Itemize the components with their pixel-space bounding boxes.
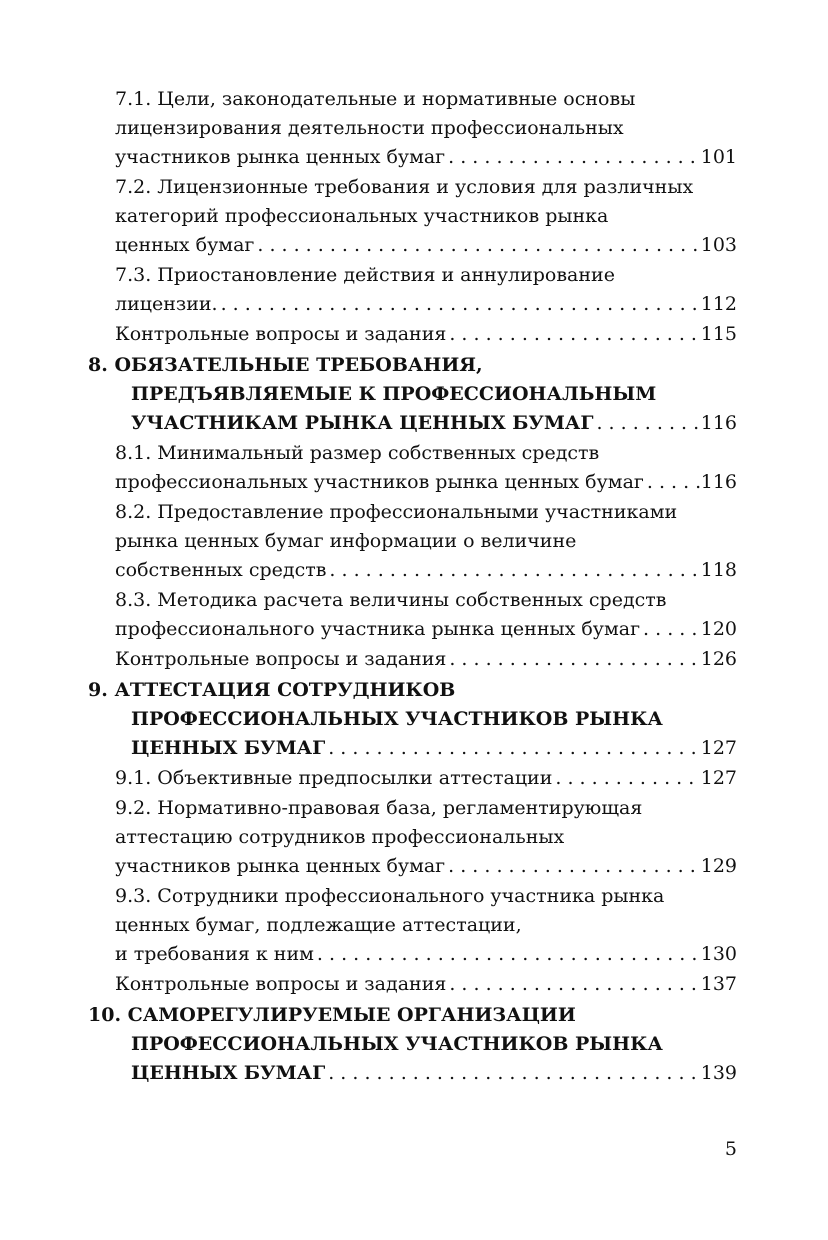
toc-entry-text: 7.2. Лицензионные требования и условия для различных [115,176,694,198]
toc-line [115,290,737,319]
toc-entry-text: Контрольные вопросы и задания [115,648,447,670]
dot-leader [325,734,701,763]
toc-line [131,705,737,734]
toc-entry-text: 8. ОБЯЗАТЕЛЬНЫЕ ТРЕБОВАНИЯ, [88,354,483,376]
toc-line [115,114,737,143]
toc-line [88,351,737,380]
toc-line [131,380,737,409]
toc-entry-text: УЧАСТНИКАМ РЫНКА ЦЕННЫХ БУМАГ [131,412,594,434]
toc-entry-text: профессионального участника рынка ценных бумаг [115,618,641,640]
table-of-contents [0,84,828,1088]
toc-line [115,764,737,793]
toc-entry-text: категорий профессиональных участников рынка [115,205,609,227]
dot-leader [445,852,701,881]
toc-entry-text: участников рынка ценных бумаг [115,146,446,168]
toc-section-entry[interactable] [0,586,828,644]
dot-leader [314,940,701,969]
toc-line [115,527,737,556]
toc-line [115,261,737,290]
toc-entry-text: 9. АТТЕСТАЦИЯ СОТРУДНИКОВ [88,679,456,701]
toc-line [115,231,737,260]
toc-section-entry[interactable] [0,882,828,969]
toc-entry-text: участников рынка ценных бумаг [115,855,446,877]
toc-line [88,676,737,705]
toc-page-number: 127 [700,737,737,759]
toc-section-entry[interactable] [0,173,828,260]
toc-entry-text: 8.2. Предоставление профессиональными участниками [115,501,678,523]
toc-page-number: 126 [700,648,737,670]
toc-entry-text: лицензии. [115,293,218,315]
dot-leader [552,764,700,793]
toc-line [115,173,737,202]
toc-line [115,85,737,114]
toc-page-number: 101 [700,146,737,168]
toc-entry-text: ПРЕДЪЯВЛЯЕМЫЕ К ПРОФЕССИОНАЛЬНЫМ [131,383,657,405]
dot-leader [445,143,701,172]
dot-leader [644,468,701,497]
toc-entry-text: ЦЕННЫХ БУМАГ [131,1062,326,1084]
toc-entry-text: 7.1. Цели, законодательные и нормативные основы [115,88,636,110]
toc-line [115,970,737,999]
dot-leader [640,615,701,644]
toc-line [131,734,737,763]
toc-entry-text: Контрольные вопросы и задания [115,323,447,345]
toc-line [115,823,737,852]
dot-leader [325,1059,701,1088]
dot-leader [593,409,700,438]
toc-page-number: 130 [700,943,737,965]
toc-entry-text: 9.2. Нормативно-правовая база, регламентирующая [115,797,643,819]
toc-entry-text: ЦЕННЫХ БУМАГ [131,737,326,759]
toc-chapter-entry[interactable] [0,676,828,763]
toc-section-entry[interactable] [0,439,828,497]
toc-entry-text: 9.3. Сотрудники профессионального участника рынка [115,885,665,907]
toc-line [115,202,737,231]
toc-page-number: 139 [700,1062,737,1084]
toc-line [88,1001,737,1030]
page-number: 5 [724,1138,737,1160]
dot-leader [218,290,701,319]
dot-leader [326,556,700,585]
toc-page-number: 112 [700,293,737,315]
toc-line [115,498,737,527]
toc-line [115,645,737,674]
toc-entry-text: собственных средств [115,559,327,581]
toc-page-number: 116 [700,471,737,493]
toc-chapter-entry[interactable] [0,351,828,438]
toc-line [115,940,737,969]
dot-leader [254,231,700,260]
toc-entry-text: профессиональных участников рынка ценных бумаг [115,471,644,493]
toc-entry-text: 8.3. Методика расчета величины собственных средств [115,589,667,611]
toc-section-entry[interactable] [0,764,828,793]
toc-line [115,882,737,911]
toc-section-entry[interactable] [0,645,828,674]
toc-page-number: 127 [700,767,737,789]
toc-line [115,320,737,349]
toc-line [131,1030,737,1059]
toc-entry-text: 7.3. Приостановление действия и аннулирование [115,264,615,286]
toc-entry-text: и требования к ним [115,943,314,965]
dot-leader [446,970,700,999]
toc-line [115,556,737,585]
toc-entry-text: 9.1. Объективные предпосылки аттестации [115,767,553,789]
toc-page-number: 137 [700,973,737,995]
toc-entry-text: рынка ценных бумаг информации о величине [115,530,577,552]
toc-section-entry[interactable] [0,320,828,349]
toc-section-entry[interactable] [0,794,828,881]
toc-page-number: 120 [700,618,737,640]
toc-entry-text: 8.1. Минимальный размер собственных средств [115,442,600,464]
toc-line [115,794,737,823]
toc-line [131,409,737,438]
toc-section-entry[interactable] [0,970,828,999]
toc-chapter-entry[interactable] [0,1001,828,1088]
toc-section-entry[interactable] [0,498,828,585]
toc-entry-text: ценных бумаг, подлежащие аттестации, [115,914,522,936]
dot-leader [446,320,700,349]
toc-line [131,1059,737,1088]
toc-line [115,615,737,644]
toc-line [115,852,737,881]
toc-line [115,439,737,468]
toc-page-number: 115 [700,323,737,345]
toc-entry-text: ПРОФЕССИОНАЛЬНЫХ УЧАСТНИКОВ РЫНКА [131,708,663,730]
toc-section-entry[interactable] [0,261,828,319]
toc-line [115,586,737,615]
toc-page-number: 103 [700,234,737,256]
toc-entry-text: ценных бумаг [115,234,255,256]
toc-page-number: 118 [700,559,737,581]
toc-line [115,143,737,172]
toc-entry-text: 10. САМОРЕГУЛИРУЕМЫЕ ОРГАНИЗАЦИИ [88,1004,576,1026]
toc-line [115,911,737,940]
toc-section-entry[interactable] [0,85,828,172]
toc-page-number: 116 [700,412,737,434]
toc-entry-text: аттестацию сотрудников профессиональных [115,826,565,848]
toc-entry-text: лицензирования деятельности профессиональных [115,117,624,139]
dot-leader [446,645,700,674]
toc-line [115,468,737,497]
toc-entry-text: ПРОФЕССИОНАЛЬНЫХ УЧАСТНИКОВ РЫНКА [131,1033,663,1055]
toc-entry-text: Контрольные вопросы и задания [115,973,447,995]
toc-page-number: 129 [700,855,737,877]
